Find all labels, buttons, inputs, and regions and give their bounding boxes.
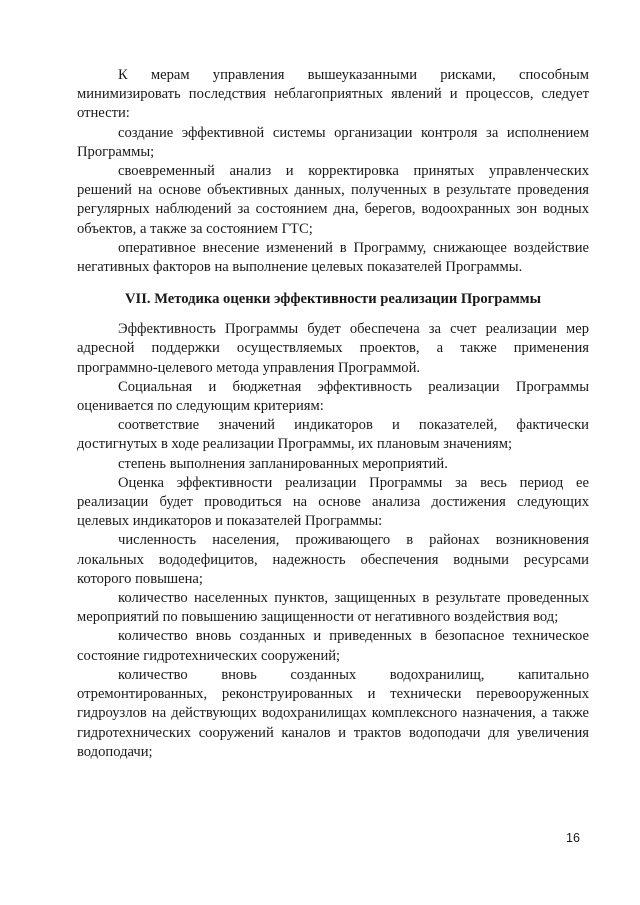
body-paragraph: Эффективность Программы будет обеспечена за счет реализации мер адресной поддержки осуществляемых проектов, а также применения программно-целевого метода управления Программой. xyxy=(77,321,589,376)
page-number: 16 xyxy=(566,831,580,845)
body-paragraph: Социальная и бюджетная эффективность реализации Программы оценивается по следующим критериям: xyxy=(77,378,589,415)
indicator-item: численность населения, проживающего в районах возникновения локальных вододефицитов, надежность обеспечения водными ресурсами которого повышена; xyxy=(77,532,589,587)
indicator-item: количество вновь созданных водохранилищ, капитально отремонтированных, реконструированных и технически перевооруженных гидроузлов на действующих водохранилищах комплексного назначения, а также гидротехнических сооружений каналов и трактов водоподачи для увеличения водоподачи; xyxy=(77,666,589,760)
page-body xyxy=(77,66,589,762)
body-paragraph: Оценка эффективности реализации Программы за весь период ее реализации будет проводиться на основе анализа достижения следующих целевых индикаторов и показателей Программы: xyxy=(77,474,589,530)
intro-paragraph: К мерам управления вышеуказанными рисками, способным минимизировать последствия неблагоприятных явлений и процессов, следует отнести: xyxy=(77,67,589,122)
risk-measure-item: оперативное внесение изменений в Программу, снижающее воздействие негативных факторов на выполнение целевых показателей Программы. xyxy=(77,239,589,276)
risk-measure-item: создание эффективной системы организации контроля за исполнением Программы; xyxy=(77,124,589,160)
risk-measure-item: своевременный анализ и корректировка принятых управленческих решений на основе объективных данных, полученных в результате проведения регулярных наблюдений за состоянием дна, берегов, водоохранных зон водных объектов, а также за состоянием ГТС; xyxy=(77,163,589,237)
indicator-item: количество населенных пунктов, защищенных в результате проведенных мероприятий по повышению защищенности от негативного воздействия вод; xyxy=(77,590,589,626)
section-heading: VII. Методика оценки эффективности реализации Программы xyxy=(125,291,541,308)
criteria-item: соответствие значений индикаторов и показателей, фактически достигнутых в ходе реализации Программы, их плановым значениям; xyxy=(77,417,589,453)
indicator-item: количество вновь созданных и приведенных в безопасное техническое состояние гидротехнических сооружений; xyxy=(77,628,589,664)
criteria-item: степень выполнения запланированных мероприятий. xyxy=(118,455,448,472)
